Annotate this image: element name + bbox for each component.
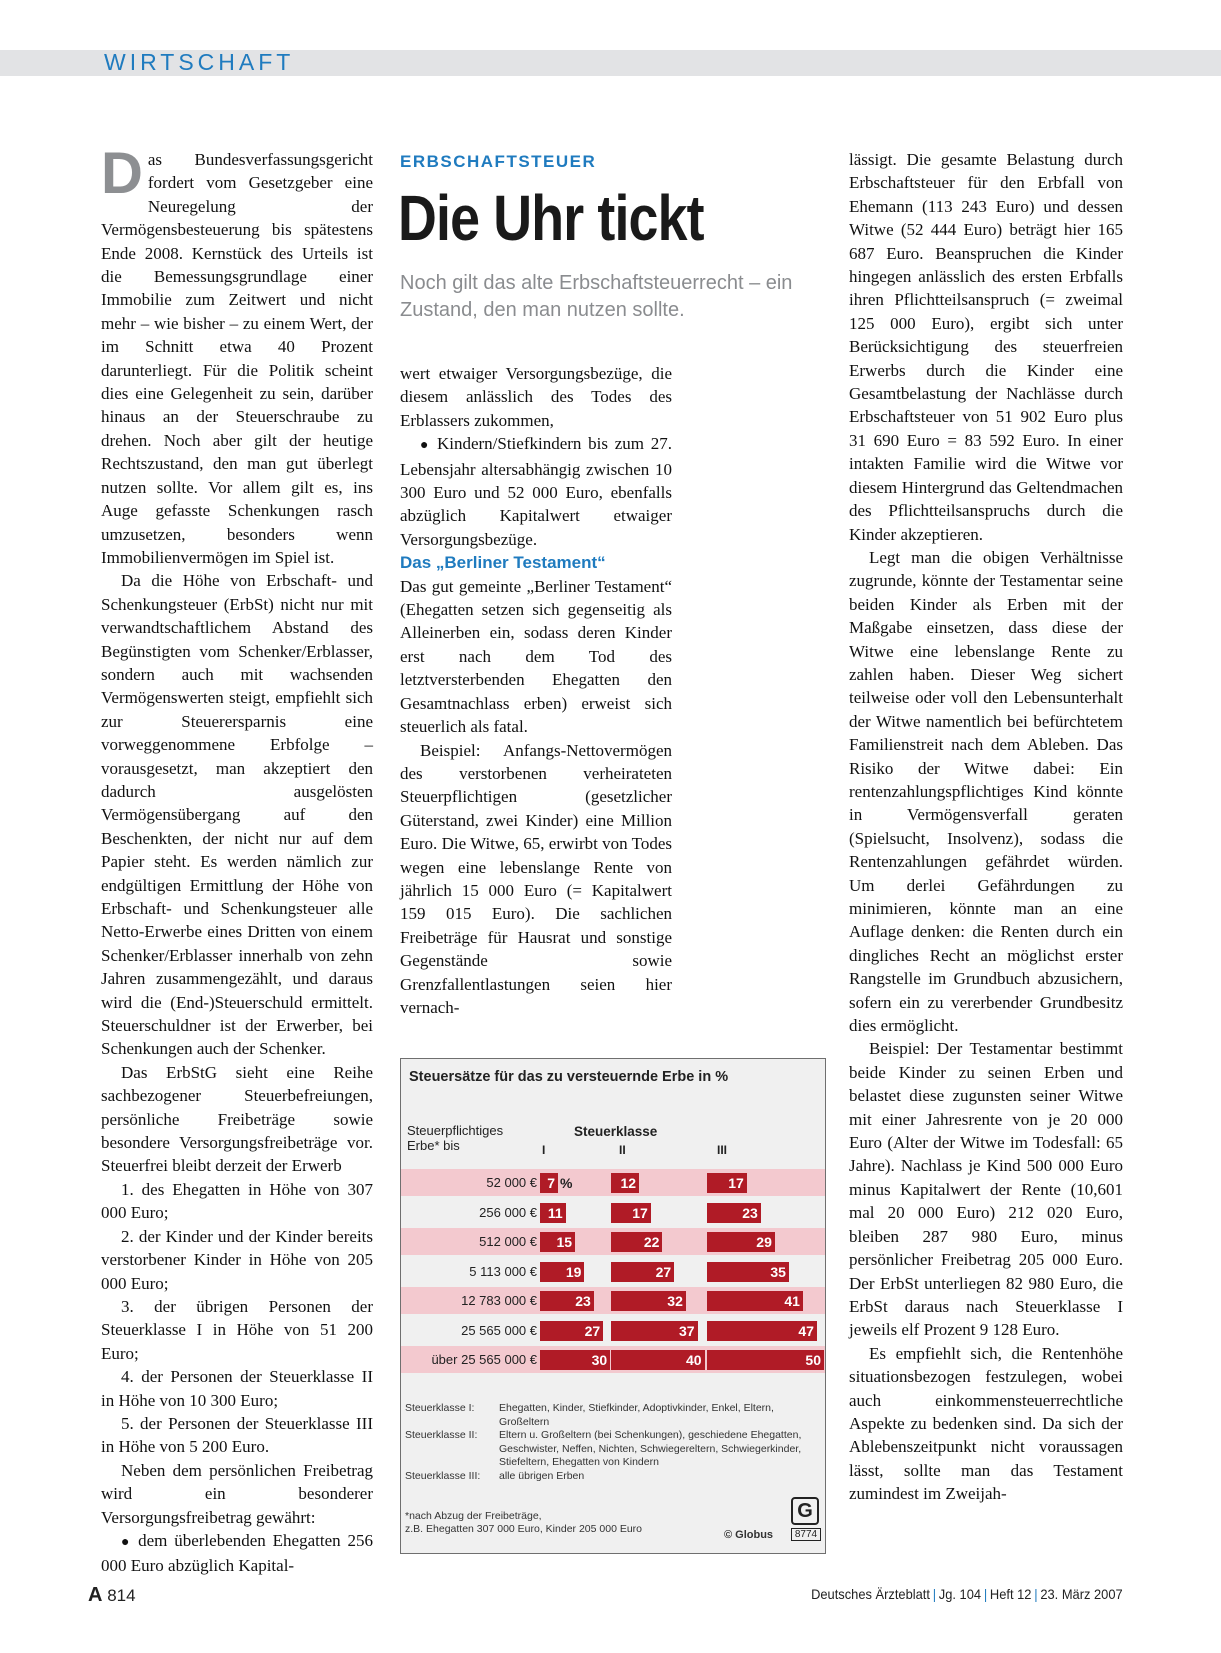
legend-text: Ehegatten, Kinder, Stiefkinder, Adoptivkinder, Enkel, Eltern, Großeltern	[499, 1402, 774, 1428]
chart-row	[401, 1287, 825, 1314]
chart-source: © Globus	[724, 1529, 774, 1541]
bar-class-ii: 17	[611, 1203, 651, 1223]
bar-class-iii: 23	[707, 1203, 761, 1223]
article-subtitle: Noch gilt das alte Erbschaftsteuerrecht – ein Zustand, den man nutzen sollte.	[400, 272, 793, 321]
chart-legend	[405, 1402, 815, 1484]
legend-key: Steuerklasse III:	[405, 1469, 481, 1482]
page-number: A 814	[88, 1584, 136, 1606]
bar-class-ii: 32	[611, 1291, 686, 1311]
tax-rate-infographic	[400, 1058, 826, 1554]
percent-suffix: %	[560, 1175, 573, 1191]
bar-class-iii: 50	[707, 1350, 824, 1370]
paragraph: Das Bundesverfassungsgericht fordert vom Gesetzgeber eine Neuregelung der Vermögensbesteuerung bis spätestens Ende 2008. Kernstück des Urteils ist die Bemessungsgrundlage einer Immobilie zum Zeitwert und nicht mehr – wie bisher – zu einem Wert, der im Schnitt etwa 40 Prozent darunterliegt. Für die Politik scheint dies eine Gelegenheit zu sein, darüber hinaus an der Steuerschraube zu drehen. Noch aber gilt der heutige Rechtszustand, den man gut überlegt nutzen sollte. Vor allem gilt es, ins Auge gefasste Schenkungen rasch umzusetzen, besonders wenn Immobilienvermögen im Spiel ist.	[101, 141, 373, 567]
category-label: 512 000 €	[479, 1234, 537, 1249]
list-item: 3. der übrigen Personen der Steuerklasse I in Höhe von 51 200 Euro;	[101, 1296, 373, 1363]
bullet-item: ● Kindern/Stiefkindern bis zum 27. Lebensjahr altersabhängig zwischen 10 300 Euro und 52 000 Euro, ebenfalls abzüglich Kapitalwert etwaiger Versorgungsbezüge.	[400, 432, 672, 551]
article-column-1	[101, 141, 373, 1578]
section-label: WIRTSCHAFT	[104, 49, 295, 75]
chart-row	[401, 1228, 825, 1255]
chart-row	[401, 1317, 825, 1344]
publication-info: Deutsches Ärzteblatt | Jg. 104 | Heft 12 | 23. März 2007	[811, 1586, 1123, 1602]
article-column-3	[849, 148, 1123, 1506]
bar-class-ii: 12	[611, 1173, 639, 1193]
chart-row	[401, 1346, 825, 1373]
category-label: über 25 565 000 €	[431, 1352, 537, 1367]
category-label: 25 565 000 €	[461, 1322, 537, 1338]
bar-class-iii: 41	[707, 1291, 803, 1311]
article-title: Die Uhr tickt	[398, 182, 704, 254]
paragraph: Beispiel: Der Testamentar bestimmt beide Kinder zu seinen Erben und belastet diese zugunsten seiner Witwe mit einer Jahresrente von je 20 000 Euro (Alter der Witwe im Todesfall: 65 Jahre). Nachlass je Kind 500 000 Euro minus Kapitalwert der Rente (10,601 mal 20 000 Euro) 212 020 Euro, bleiben 287 980 Euro, minus persönlicher Freibetrag 205 000 Euro. Der ErbSt unterliegen 82 980 Euro, die ErbSt daraus nach Steuerklasse I jeweils elf Prozent 9 128 Euro.	[849, 1039, 1123, 1340]
bar-class-i: 11	[540, 1203, 566, 1223]
list-item: 2. der Kinder und der Kinder bereits verstorbener Kinder in Höhe von 205 000 Euro;	[101, 1226, 373, 1293]
paragraph: wert etwaiger Versorgungsbezüge, die diesem anlässlich des Todes des Erblassers zukommen,	[400, 364, 672, 430]
globus-logo-icon: G	[791, 1497, 819, 1525]
legend-key: Steuerklasse II:	[405, 1429, 478, 1442]
legend-key: Steuerklasse I:	[405, 1402, 475, 1414]
paragraph: Beispiel: Anfangs-Nettovermögen des verstorbenen verheirateten Steuerpflichtigen (gesetzlicher Güterstand, zwei Kinder) eine Million Euro. Die Witwe, 65, erwirbt von Todes wegen eine lebenslange Rente von jährlich 15 000 Euro (= Kapitalwert 159 015 Euro). Die sachlichen Freibeträge für Hausrat und sonstige Gegenstände sowie Grenzfallentlastungen seien hier vernach-	[400, 740, 672, 1017]
legend-row	[405, 1429, 815, 1470]
list-item: 1. des Ehegatten in Höhe von 307 000 Euro;	[101, 1179, 373, 1223]
bar-class-i: 23	[540, 1291, 594, 1311]
paragraph: lässigt. Die gesamte Belastung durch Erbschaftsteuer für den Erbfall von Ehemann (113 243 Euro) und dessen Witwe (52 444 Euro) beträgt hier 165 687 Euro. Beanspruchen die Kinder hingegen anlässlich des ersten Erbfalls ihren Pflichtteilsanspruch (= zweimal 125 000 Euro), ergibt sich unter Berücksichtigung des steuerfreien Erwerbs durch die Kinder eine Gesamtbelastung der Nachlässe durch Erbschaftsteuer von 51 902 Euro plus 31 690 Euro = 83 592 Euro. In einer intakten Familie wird die Witwe vor diesem Hintergrund das Geltendmachen des Pflichtteilsanspruchs durch die Kinder akzeptieren.	[849, 150, 1123, 544]
paragraph: Das gut gemeinte „Berliner Testament“ (Ehegatten setzen sich gegenseitig als Alleinerben ein, sodass deren Kinder erst nach dem Tod des letztversterbenden Ehegatten den Gesamtnachlass erben) erweist sich steuerlich als fatal.	[400, 576, 672, 737]
row-header: Steuerpflichtiges Erbe* bis	[407, 1123, 504, 1153]
class-label-iii: III	[717, 1143, 728, 1157]
article-kicker: ERBSCHAFTSTEUER	[400, 152, 597, 171]
bar-class-i: 7 %	[540, 1173, 558, 1193]
legend-row	[405, 1402, 815, 1429]
legend-text: Eltern u. Großeltern (bei Schenkungen), geschiedene Ehegatten, Geschwister, Neffen, Nichten, Schwiegereltern, Schwiegerkinder, Stiefeltern, Ehegatten von Kindern	[499, 1429, 802, 1469]
class-label-ii: II	[619, 1143, 626, 1157]
subheading: Das „Berliner Testament“	[400, 553, 606, 573]
bar-class-i: 30	[540, 1350, 610, 1370]
drop-cap: D	[101, 141, 143, 206]
bar-class-iii: 17	[707, 1173, 747, 1193]
category-label: 5 113 000 €	[469, 1263, 537, 1279]
paragraph: Legt man die obigen Verhältnisse zugrunde, könnte der Testamentar seine beiden Kinder als Erben mit der Maßgabe einsetzen, dass diese der Witwe eine lebenslange Rente zu zahlen haben. Dieser Weg sichert teilweise oder voll den Lebensunterhalt der Witwe namentlich bei befürchtetem Familienstreit nach dem Ableben. Das Risiko der Witwe dabei: Ein rentenzahlungspflichtiges Kind könnte in Vermögensverfall geraten (Spielsucht, Insolvenz), sodass die Rentenzahlungen gefährdet würden. Um derlei Gefährdungen zu minimieren, könnte man an eine Auflage denken: die Renten durch ein dingliches Recht an möglichst erster Rangstelle im Grundbuch abzusichern, sofern ein zu vererbender Grundbesitz dies ermöglicht.	[849, 547, 1123, 1036]
bar-class-iii: 47	[707, 1321, 817, 1341]
category-label: 12 783 000 €	[461, 1293, 537, 1308]
list-item: 5. der Personen der Steuerklasse III in Höhe von 5 200 Euro.	[101, 1413, 373, 1457]
chart-row	[401, 1169, 825, 1196]
bar-class-iii: 29	[707, 1232, 775, 1252]
paragraph: Das ErbStG sieht eine Reihe sachbezogener Steuerbefreiungen, persönliche Freibeträge sowie besondere Versorgungsfreibeträge vor. Steuerfrei bleibt derzeit der Erwerb	[101, 1062, 373, 1176]
column-header: Steuerklasse	[574, 1124, 658, 1139]
category-label: 52 000 €	[486, 1175, 537, 1190]
bar-class-ii: 37	[611, 1321, 698, 1341]
bar-class-i: 27	[540, 1321, 603, 1341]
class-label-i: I	[542, 1143, 546, 1157]
paragraph: Es empfiehlt sich, die Rentenhöhe situationsbezogen festzulegen, wobei auch einkommensteuerrechtliche Aspekte zu bedenken sind. Da sich der Ablebenszeitpunkt nicht voraussagen lässt, sollte man das Testament zumindest im Zweijah-	[849, 1343, 1123, 1504]
bar-class-ii: 27	[611, 1262, 674, 1282]
list-item: 4. der Personen der Steuerklasse II in Höhe von 10 300 Euro;	[101, 1367, 373, 1410]
bar-class-i: 15	[540, 1232, 575, 1252]
bar-class-ii: 22	[611, 1232, 662, 1252]
category-label: 256 000 €	[479, 1204, 537, 1220]
legend-text: alle übrigen Erben	[499, 1469, 585, 1482]
bar-class-iii: 35	[707, 1262, 789, 1282]
paragraph: Da die Höhe von Erbschaft- und Schenkungsteuer (ErbSt) nicht nur mit verwandtschaftlichem Abstand des Begünstigten vom Schenker/Erblasser, sondern auch mit wachsenden Vermögenswerten steigt, empfiehlt sich zur Steuerersparnis eine vorweggenommene Erbfolge – vorausgesetzt, man akzeptiert den dadurch ausgelösten Vermögensübergang auf den Beschenkten, der nicht nur auf dem Papier steht. Es werden nämlich zur endgültigen Ermittlung der Höhe von Erbschaft- und Schenkungsteuer alle Netto-Erwerbe eines Dritten von einem Schenker/Erblasser innerhalb von zehn Jahren zusammengezählt, und daraus wird die (End-)Steuerschuld ermittelt. Steuerschuldner ist der Erwerber, bei Schenkungen auch der Schenker.	[101, 571, 373, 1059]
chart-footnote: *nach Abzug der Freibeträge, z.B. Ehegatten 307 000 Euro, Kinder 205 000 Euro	[405, 1510, 643, 1535]
bar-class-i: 19	[540, 1262, 584, 1282]
bar-class-ii: 40	[611, 1350, 705, 1370]
legend-row	[405, 1470, 815, 1484]
globus-logo	[791, 1497, 821, 1547]
chart-row	[401, 1258, 825, 1285]
article-column-2	[400, 362, 672, 1019]
paragraph: Neben dem persönlichen Freibetrag wird ein besonderer Versorgungsfreibetrag gewährt:	[101, 1460, 373, 1527]
chart-row	[401, 1199, 825, 1226]
chart-title: Steuersätze für das zu versteuernde Erbe in %	[409, 1069, 729, 1085]
bullet-item: ● dem überlebenden Ehegatten 256 000 Euro abzüglich Kapital-	[101, 1529, 373, 1578]
graphic-number: 8774	[791, 1528, 821, 1541]
